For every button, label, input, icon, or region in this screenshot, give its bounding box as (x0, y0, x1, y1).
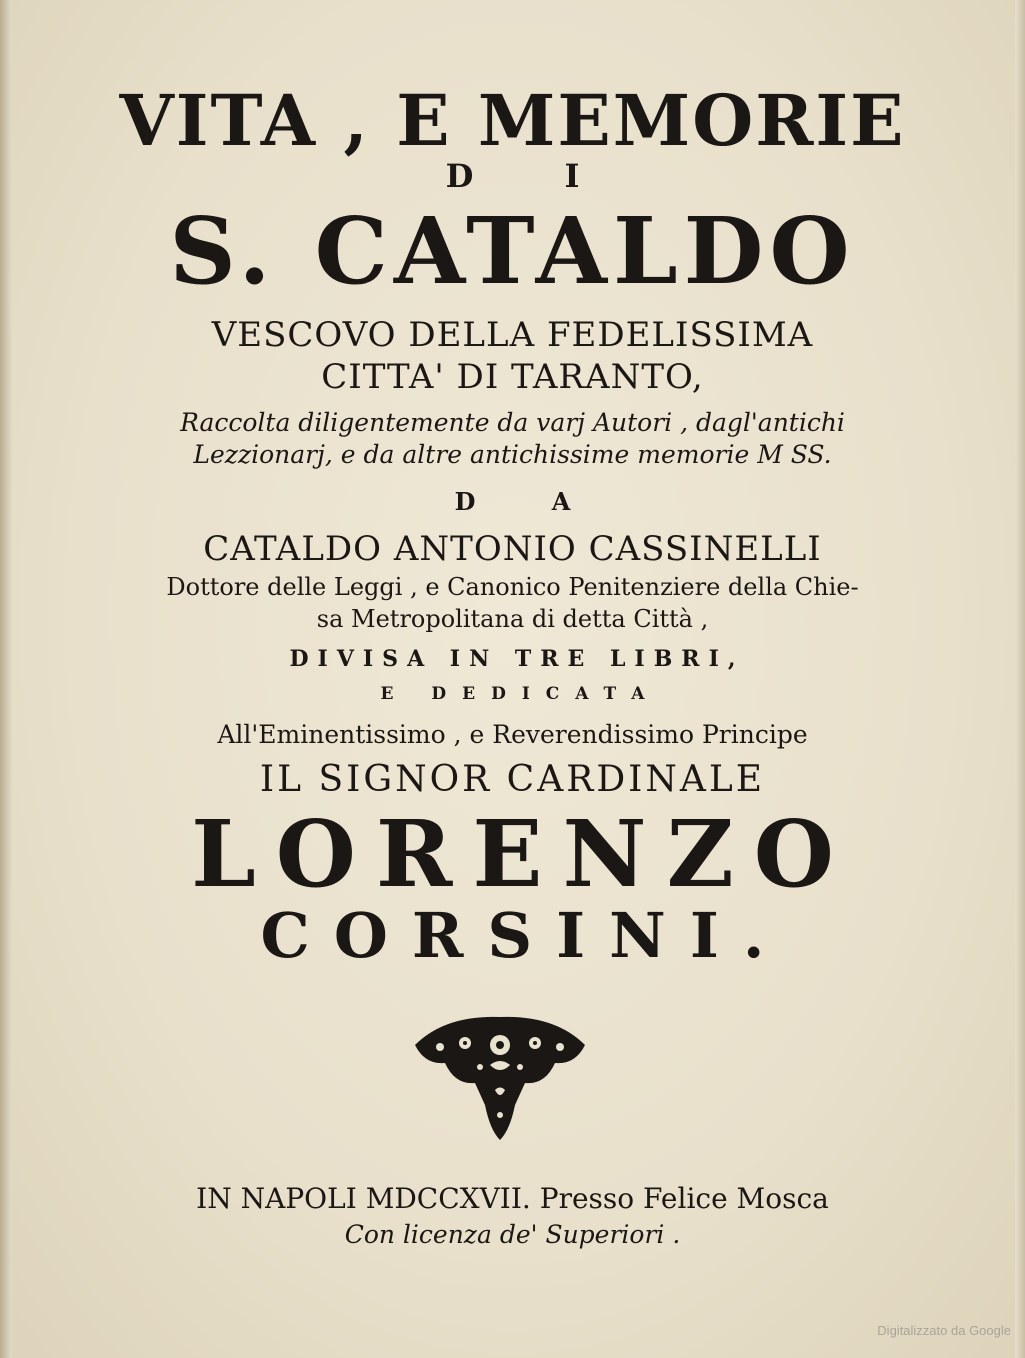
subtitle-line-2: CITTA' DI TARANTO, (321, 357, 704, 397)
author-name: CATALDO ANTONIO CASSINELLI (203, 529, 822, 569)
dedicatee-intro: All'Eminentissimo , e Reverendissimo Principe (217, 720, 808, 749)
dedicatee-first-name: LORENZO (191, 800, 854, 908)
title-line: VITA , E MEMORIE (119, 79, 906, 162)
dedication-label: E DEDICATA (380, 684, 661, 704)
dedicatee-last-name: CORSINI. (260, 899, 789, 972)
title-di: D I (445, 157, 620, 195)
author-role-line-1: Dottore delle Leggi , e Canonico Penitenziere della Chie- (166, 573, 859, 601)
subtitle-line-1: VESCOVO DELLA FEDELISSIMA (211, 315, 814, 355)
imprint: IN NAPOLI MDCCXVII. Presso Felice Mosca (196, 1182, 829, 1215)
license-line: Con licenza de' Superiori . (344, 1220, 681, 1249)
printers-ornament-icon (405, 1005, 595, 1145)
page-edge-right (1015, 0, 1025, 1358)
dedicatee-title: IL SIGNOR CARDINALE (259, 759, 766, 800)
divisions-line: DIVISA IN TRE LIBRI, (289, 646, 745, 672)
saint-name: S. CATALDO (169, 197, 856, 305)
digitization-watermark: Digitalizzato da Google (877, 1323, 1011, 1338)
description-line-2: Lezzionarj, e da altre antichissime memorie M SS. (193, 440, 832, 469)
by-label: D A (454, 487, 605, 516)
author-role-line-2: sa Metropolitana di detta Città , (316, 605, 709, 633)
description-line-1: Raccolta diligentemente da varj Autori , dagl'antichi (180, 408, 845, 437)
page-edge-left (0, 0, 12, 1358)
